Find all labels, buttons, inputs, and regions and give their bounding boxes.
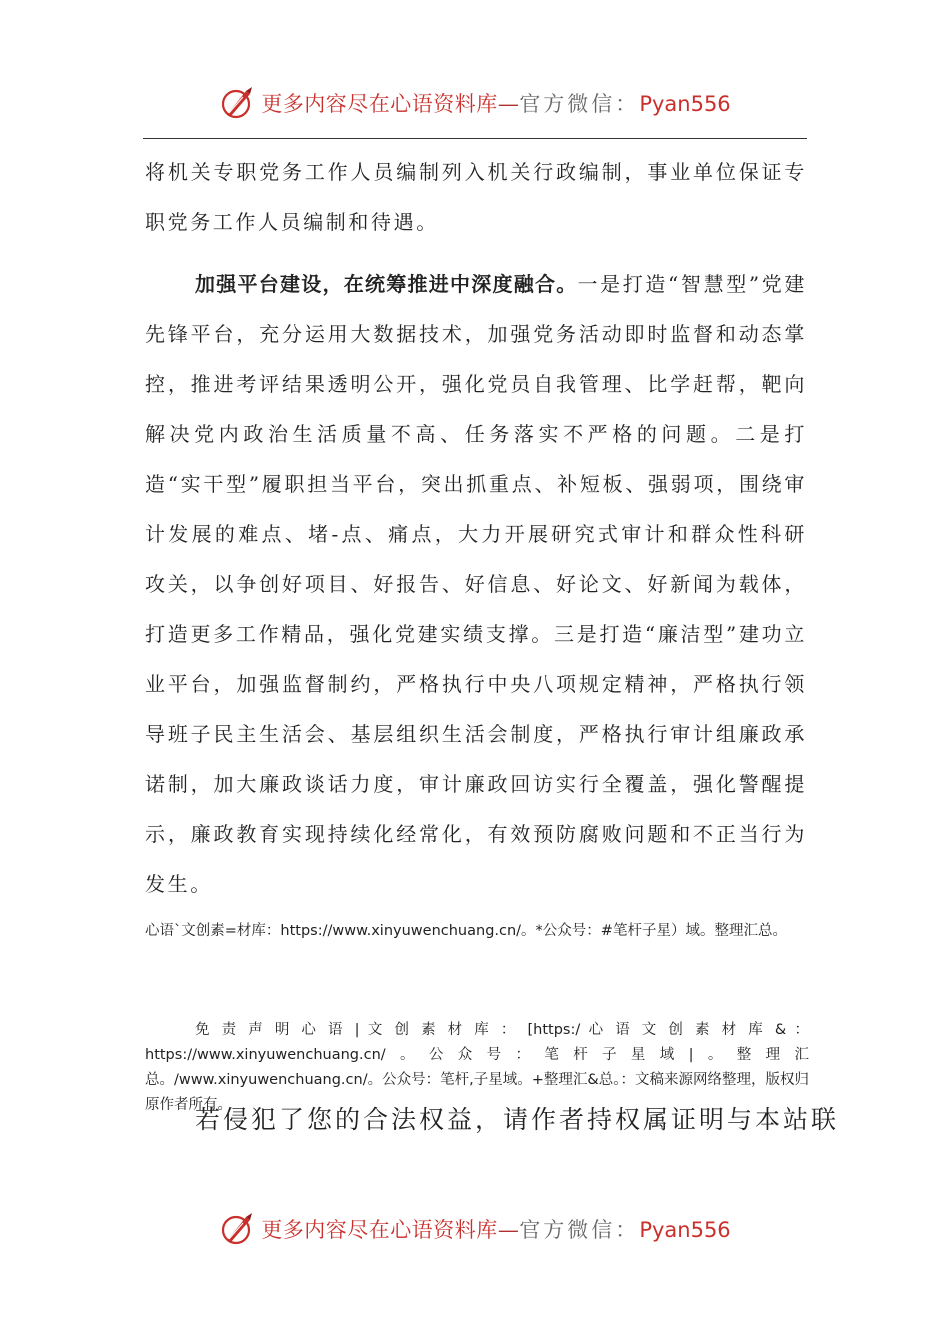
source-note: 心语`文创素=材库：https://www.xinyuwenchuang.cn/。*公众号：#笔杆子星）域。整理汇总。 bbox=[145, 923, 787, 939]
disclaimer-note: 免 责 声 明 心 语 | 文 创 素 材 库 ： [https:/ 心 语 文 创 素 材 库 & ： https://www.xinyuwenchuang.cn/。公众号：笔杆子星域|。整理汇总。/www.xinyuwenchuang.cn/。公众号：笔杆,子星域。+整理汇&总。：文稿来源网络整理，版权归原作者所有。 bbox=[145, 1022, 809, 1113]
copyright-line: 若侵犯了您的合法权益，请作者持权属证明与本站联 bbox=[195, 1105, 840, 1134]
header-dash: — bbox=[497, 92, 520, 116]
header-wechat-id: Pyan556 bbox=[639, 92, 731, 116]
footer-banner bbox=[0, 1204, 950, 1254]
header-banner bbox=[0, 78, 950, 128]
footer-sub: 官方微信： bbox=[519, 1218, 640, 1242]
paragraph-2-body: 一是打造“智慧型”党建先锋平台，充分运用大数据技术，加强党务活动即时监督和动态掌控，推进考评结果透明公开，强化党员自我管理、比学赶帮，靶向解决党内政治生活质量不高、任务落实不严格的问题。二是打造“实干型”履职担当平台，突出抓重点、补短板、强弱项，围绕审计发展的难点、堵-点、痛点，大力开展研究式审计和群众性科研攻关，以争创好项目、好报告、好信息、好论文、好新闻为载体，打造更多工作精品，强化党建实绩支撑。三是打造“廉洁型”建功立业平台，加强监督制约，严格执行中央八项规定精神，严格执行领导班子民主生活会、基层组织生活会制度，严格执行审计组廉政承诺制，加大廉政谈话力度，审计廉政回访实行全覆盖，强化警醒提示，廉政教育实现持续化经常化，有效预防腐败问题和不正当行为发生。 bbox=[145, 272, 807, 896]
footer-brand: 更多内容尽在心语资料库 bbox=[261, 1218, 498, 1242]
footer-dash: — bbox=[497, 1218, 520, 1242]
header-banner-text bbox=[261, 88, 730, 118]
quill-pen-logo-icon bbox=[219, 1211, 255, 1247]
header-divider bbox=[143, 138, 807, 139]
paragraph-1: 将机关专职党务工作人员编制列入机关行政编制，事业单位保证专职党务工作人员编制和待遇。 bbox=[145, 160, 807, 234]
footer-wechat-id: Pyan556 bbox=[639, 1218, 731, 1242]
header-brand: 更多内容尽在心语资料库 bbox=[261, 92, 498, 116]
quill-pen-logo-icon bbox=[219, 85, 255, 121]
paragraph-2-lead: 加强平台建设，在统筹推进中深度融合。 bbox=[195, 272, 578, 296]
paragraph-2 bbox=[145, 259, 807, 909]
header-sub: 官方微信： bbox=[519, 92, 640, 116]
footer-banner-text bbox=[261, 1214, 730, 1244]
